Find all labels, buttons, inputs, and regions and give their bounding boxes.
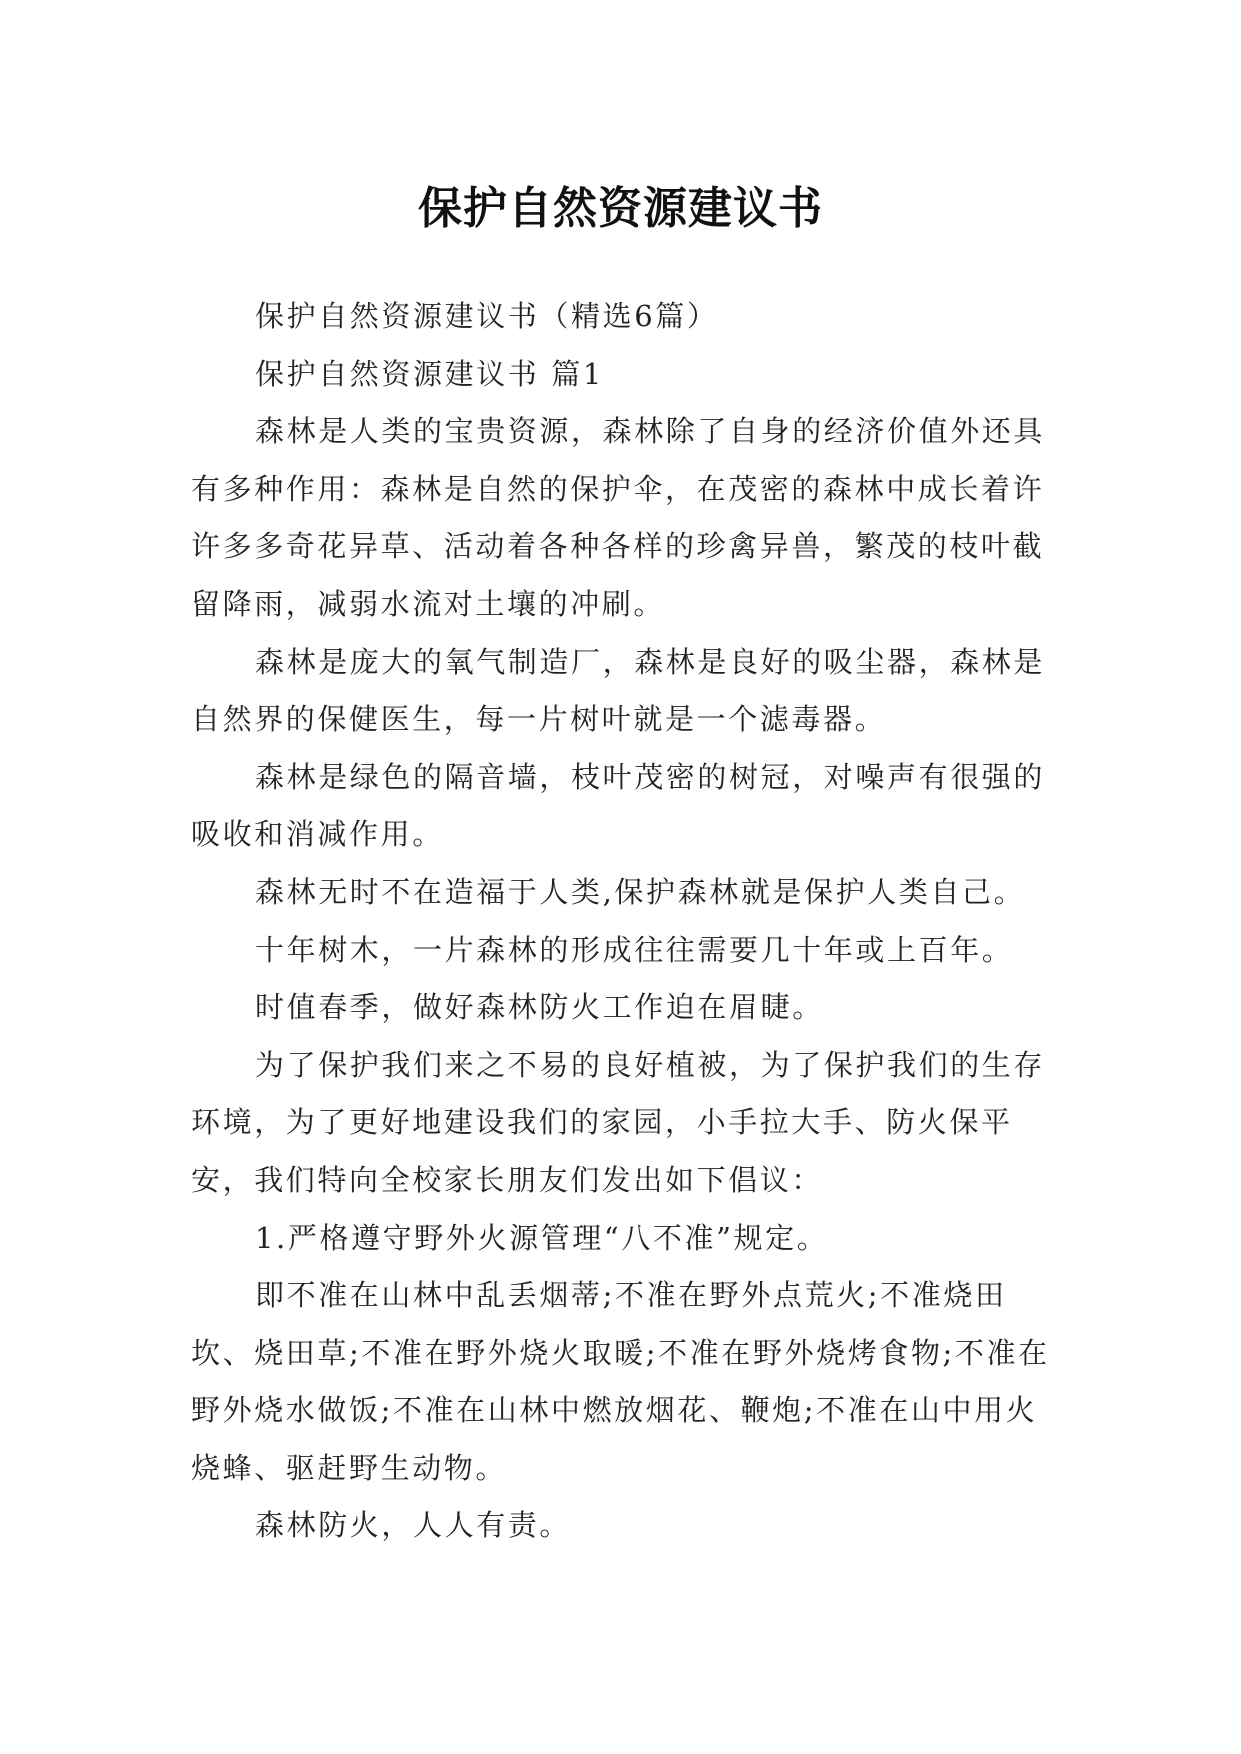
paragraph: 森林是人类的宝贵资源，森林除了自身的经济价值外还具有多种作用：森林是自然的保护伞，在茂密的森林中成长着许许多多奇花异草、活动着各种各样的珍禽异兽，繁茂的枝叶截留降雨，减弱水流对土壤的冲刷。: [191, 414, 1046, 621]
paragraph: 森林是绿色的隔音墙，枝叶茂密的树冠，对噪声有很强的吸收和消减作用。: [191, 759, 1046, 852]
document-body: [191, 288, 1061, 1555]
paragraph: 为了保护我们来之不易的良好植被，为了保护我们的生存环境，为了更好地建设我们的家园，小手拉大手、防火保平安，我们特向全校家长朋友们发出如下倡议：: [191, 1047, 1046, 1197]
paragraph-subtitle: 保护自然资源建议书（精选6篇）: [255, 299, 719, 333]
paragraph-list-item: 1.严格遵守野外火源管理“八不准”规定。: [255, 1220, 829, 1255]
paragraph: 森林无时不在造福于人类,保护森林就是保护人类自己。: [255, 874, 1026, 909]
paragraph: 时值春季，做好森林防火工作迫在眉睫。: [255, 990, 824, 1025]
paragraph: 森林是庞大的氧气制造厂，森林是良好的吸尘器，森林是自然界的保健医生，每一片树叶就是一个滤毒器。: [191, 644, 1046, 737]
paragraph: 森林防火，人人有责。: [255, 1508, 572, 1543]
paragraph: 即不准在山林中乱丢烟蒂;不准在野外点荒火;不准烧田坎、烧田草;不准在野外烧火取暖;不准在野外烧烤食物;不准在野外烧水做饭;不准在山林中燃放烟花、鞭炮;不准在山中用火烧蜂、驱赶野生动物。: [191, 1278, 1050, 1485]
document-title: 保护自然资源建议书: [418, 183, 823, 235]
paragraph: 十年树木，一片森林的形成往往需要几十年或上百年。: [255, 932, 1014, 967]
paragraph-section-heading: 保护自然资源建议书 篇1: [255, 356, 604, 391]
